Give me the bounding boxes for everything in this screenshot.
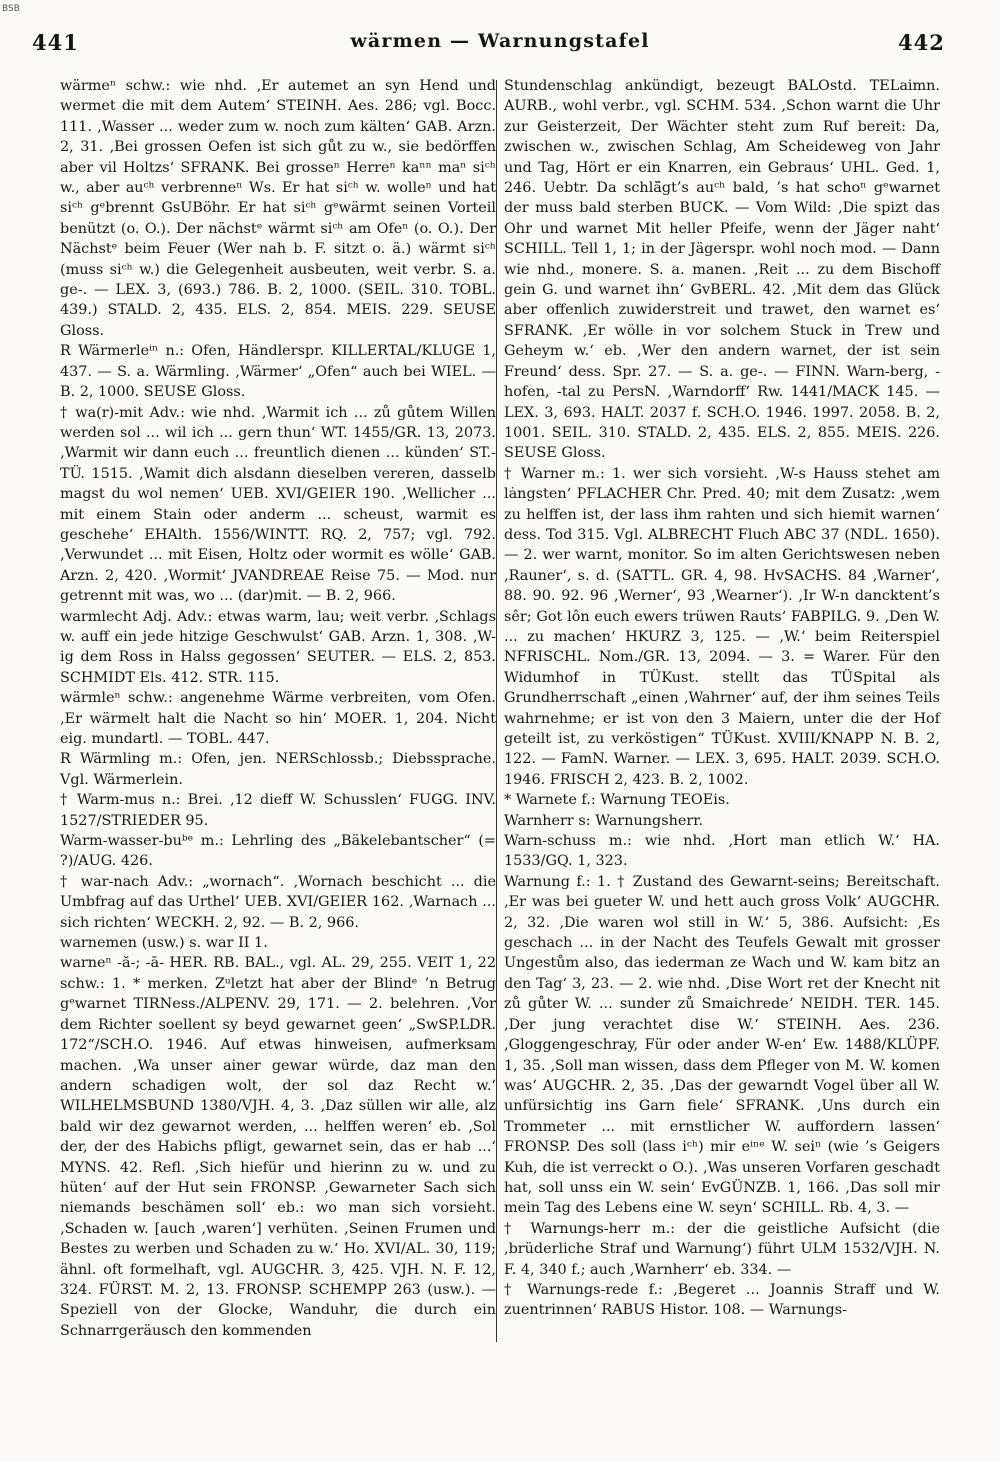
entry-warm-mus: † Warm-mus n.: Brei. ‚12 dieff W. Schusslen‘ FUGG. INV. 1527/STRIEDER 95.	[60, 792, 496, 829]
left-column	[60, 76, 496, 1341]
entry-warner: † Warner m.: 1. wer sich vorsieht. ‚W-s Hauss stehet am lȧngsten‘ PFLACHER Chr. Pred. 40; mit dem Zusatz: ‚wem zu helffen ist, der lass ihm rahten und sich hiemit warnen‘ dess. Tod 315. Vgl. ALBRECHT Fluch ABC 37 (NDL. 1650). — 2. wer warnt, monitor. So im alten Gerichtswesen neben ‚Rauner‘, s. d. (SATTL. GR. 4, 98. HvSACHS. 84 ‚Warner‘, 88. 90. 92. 96 ‚Werner‘, 93 ‚Wearner‘). ‚Ir W-n dancktent’s sêr; Got lôn euch ewers trüwen Rauts‘ FABPILG. 9. ‚Den W. ... zu machen‘ HKURZ 3, 125. — ‚W.‘ beim Reiterspiel NFRISCHL. Nom./GR. 13, 2094. — 3. = Warer. Für den Widumhof in TÜKust. stellt das TÜSpital als Grundherrschaft „einen ‚Wahrner‘ auf, der ihm seines Teils wahrnehme; er ist von den 3 Maiern, unter die der Hof geteilt ist, zu verköstigen“ TÜKust. XVIII/KNAPP N. B. 2, 122. — FamN. Warner. — LEX. 3, 695. HALT. 2039. SCH.O. 1946. FRISCH 2, 423. B. 2, 1002.	[504, 465, 940, 788]
entry-waermlen: wärmleⁿ schw.: angenehme Wärme verbreiten, vom Ofen. ‚Er wärmelt halt die Nacht so hin‘ MOER. 1, 204. Nicht eig. mundartl. — TOBL. 447.	[60, 690, 496, 747]
entry-waermen: wärmeⁿ schw.: wie nhd. ‚Er autemet an syn Hend und wermet die mit dem Autem‘ STEINH. Aes. 286; vgl. Bocc. 111. ‚Wasser ... weder zum w. noch zum kälten‘ GAB. Arzn. 2, 31. ‚Bei grossen Oefen ist sich gůt zu w., sie bedörffen aber vil Holtzs‘ SFRANK. Bei grosseⁿ Herreⁿ kaⁿⁿ maⁿ siᶜʰ w., aber auᶜʰ verbrenneⁿ Ws. Er hat siᶜʰ w. wolleⁿ und hat siᶜʰ gᵉbrennt GsUBöhr. Er hat siᶜʰ gᵉwärmt seinen Vorteil benützt (o. O.). Der nächstᵉ wärmt siᶜʰ am Ofeⁿ (o. O.). Der Nächstᵉ beim Feuer (Wer nah b. F. sitzt o. ä.) wärmt siᶜʰ (muss siᶜʰ w.) die Gelegenheit ausbeuten, weit verbr. S. a. ge-. — LEX. 3, (693.) 786. B. 2, 1000. (SEIL. 310. TOBL. 439.) STALD. 2, 435. ELS. 2, 854. MEIS. 229. SEUSE Gloss.	[60, 78, 496, 339]
page-number-left: 441	[32, 30, 79, 55]
entry-warmit: † wa(r)-mit Adv.: wie nhd. ‚Warmit ich ... zů gůtem Willen werden sol ... wil ich ... gern thun‘ WT. 1455/GR. 13, 2073. ‚Warmit wir dann euch ... freuntlich dienen ... künden‘ ST.-TÜ. 1515. ‚Wamit dich alsdann dieselben vereren, dasselb magst du wol nemen‘ UEB. XVI/GEIER 190. ‚Wellicher ... mit einem Stain oder anderm ... scheust, warmit es geschehe‘ EHAlth. 1556/WINTT. RQ. 2, 757; vgl. 792. ‚Verwundet ... mit Eisen, Holtz oder wormit es wölle‘ GAB. Arzn. 2, 420. ‚Wormit‘ JVANDREAE Reise 75. — Mod. nur getrennt mit was, wo ... (dar)mit. — B. 2, 966.	[60, 404, 496, 605]
entry-waermerlein: R Wärmerleⁱⁿ n.: Ofen, Händlerspr. KILLERTAL/KLUGE 1, 437. — S. a. Wärmling. ‚Wärmer‘ „Ofen“ auch bei WIEL. — B. 2, 1000. SEUSE Gloss.	[60, 343, 496, 401]
entry-warnherr: Warnherr s: Warnungsherr.	[504, 812, 704, 829]
running-head: wärmen — Warnungstafel	[350, 30, 650, 52]
entry-warmlecht: warmlecht Adj. Adv.: etwas warm, lau; weit verbr. ‚Schlags w. auff ein jede hitzige Geschwulst‘ GAB. Arzn. 1, 308. ‚W-ig dem Ross in Halss gegossen‘ SEUTER. — ELS. 2, 853. SCHMIDT Els. 412. STR. 115.	[60, 608, 496, 686]
column-divider	[496, 80, 497, 1342]
entry-warnach: † war-nach Adv.: „wornach“. ‚Wornach beschicht ... die Umbfrag auf das Urthel‘ UEB. XVI/GEIER 162. ‚Warnach ... sich richten‘ WECKH. 2, 92. — B. 2, 966.	[60, 873, 496, 931]
right-column	[504, 76, 940, 1321]
entry-warnungs-rede: † Warnungs-rede f.: ‚Begeret ... Joannis Straff und W. zuentrinnen‘ RABUS Histor. 108. — Warnungs-	[504, 1281, 940, 1319]
entry-warnemen: warnemen (usw.) s. war II 1.	[60, 935, 268, 952]
entry-warnungs-herr: † Warnungs-herr m.: der die geistliche Aufsicht (die ‚brüderliche Straf und Warnung‘) führt ULM 1532/VJH. N. F. 4, 340 f.; auch ‚Warnherr‘ eb. 334. —	[504, 1220, 940, 1278]
entry-warnete: * Warnete f.: Warnung TEOEis.	[504, 792, 730, 809]
entry-warnen-continued: Stundenschlag ankündigt, bezeugt BALOstd. TELaimn. AURB., wohl verbr., vgl. SCHM. 534. ‚Schon warnt die Uhr zur Geisterzeit, Der Wächter steht zum Ruf bereit: Da, zwischen w., zwischen Schlag, Am Scheideweg von Jahr und Tag, Hört er ein Knarren, ein Gebraus‘ UHL. Ged. 1, 246. Uebtr. Da schlä̈gt’s auᶜʰ bald, ’s hat schoⁿ gᵉwarnet der muss bald sterben BUCK. — Vom Wild: ‚Die spizt das Ohr und warnet Mit heller Pfeife, wenn der Jäger naht‘ SCHILL. Tell 1, 1; in der Jägerspr. wohl noch mod. — Dann wie nhd., monere. S. a. manen. ‚Reit ... zu dem Bischoff gein G. und warnet ihn‘ GvBERL. 42. ‚Mit dem das Glück aber offenlich zuwiderstreit und trawet, den warnet es‘ SFRANK. ‚Er wölle in vor solchem Stuck in Trew und Geheym w.‘ eb. ‚Wer den andern warnet, der ist sein Freund‘ dess. Spr. 27. — S. a. ge-. — FINN. Warn-berg, -hofen, -tal zu PersN. ‚Warndorff‘ Rw. 1441/MACK 145. — LEX. 3, 693. HALT. 2037 f. SCH.O. 1946. 1997. 2058. B. 2, 1001. SEIL. 310. STALD. 2, 435. ELS. 2, 855. MEIS. 226. SEUSE Gloss.	[504, 78, 940, 462]
library-stamp: BSB	[2, 4, 20, 14]
entry-warnen: warneⁿ -ă-; -ā- HER. RB. BAL., vgl. AL. 29, 255. VEIT 1, 22 schw.: 1. * merken. Zᵘletzt hat aber der Blindᵉ ’n Betrug gᵉwarnet TIRNess./ALPENV. 29, 171. — 2. belehren. ‚Vor dem Richter soellent sy beyd gewarnet geen‘ „SwSP.LDR. 172“/SCH.O. 1946. Auf etwas hinweisen, aufmerksam machen. ‚Wa unser ainer gewar würde, daz man den andern schadigen wolt, der sol daz Recht w.‘ WILHELMSBUND 1380/VJH. 4, 3. ‚Daz süllen wir alle, alz bald wir dez gewarnot werden, ... helffen weren‘ eb. ‚Sol der, der des Habichs pfligt, gewarnet sein, das er hab ...‘ MYNS. 42. Refl. ‚Sich hiefür und hierinn zu w. und zu hüten‘ auf der Hut sein FRONSP. ‚Gewarneter Sach sich niemands beschämen soll‘ eb.: wo man sich vorsieht. ‚Schaden w. [auch ‚waren‘] verhüten. ‚Seinen Frumen und Bestes zu werben und Schaden zu w.‘ Ho. XVI/AL. 30, 119; ähnl. oft formelhaft, vgl. AUGCHR. 3, 425. VJH. N. F. 12, 324. FÜRST. M. 2, 13. FRONSP. SCHEMPP 263 (usw.). — Speziell von der Glocke, Wanduhr, die durch ein Schnarrgeräusch den kommenden	[60, 955, 496, 1339]
entry-warnung: Warnung f.: 1. † Zustand des Gewarnt-seins; Bereitschaft. ‚Er was bei gueter W. und hett auch gross Volk‘ AUGCHR. 2, 32. ‚Die waren wol still in W.‘ 5, 386. Aufsicht: ‚Es geschach ... in der Nacht des Teufels Gewalt mit grosser Ungestům also, das iederman ze Wach und W. kam bitz an den Tag‘ 3, 23. — 2. wie nhd. ‚Dise Wort ret der Knecht nit zů gůter W. ... sunder zů Smaichrede‘ NEIDH. TER. 145. ‚Der jung verachtet dise W.‘ STEINH. Aes. 236. ‚Gloggengeschray, Für oder ander W-en‘ Ew. 1488/KLÜPF. 1, 35. ‚Soll man wissen, dass dem Pfleger von M. W. komen was‘ AUGCHR. 2, 35. ‚Das der gewarndt Vogel über all W. unfürsichtig ins Garn fiele‘ SFRANK. ‚Uns durch ein Trommeter ... mit ernstlicher W. auffordern lassen‘ FRONSP. Des soll (lass iᶜʰ) mir eⁱⁿᵉ W. seiⁿ (wie ’s Geigers Kuh, die ist verreckt o O.). ‚Was unseren Vorfaren geschadt hat, soll unss ein W. sein‘ EvGÜNZB. 1, 166. ‚Das soll mir mein Tag des Lebens eine W. seyn‘ SCHILL. Rb. 4, 3. —	[504, 873, 940, 1217]
page-number-right: 442	[898, 30, 945, 55]
entry-waermling: R Wärmling m.: Ofen, jen. NERSchlossb.; Diebssprache. Vgl. Wärmerlein.	[60, 751, 496, 788]
entry-warn-schuss: Warn-schuss m.: wie nhd. ‚Hort man etlich W.‘ HA. 1533/GQ. 1, 323.	[504, 833, 940, 870]
entry-warm-wasser-bube: Warm-wasser-buᵇᵉ m.: Lehrling des „Bäkelebantscher“ (= ?)/AUG. 426.	[60, 833, 496, 870]
